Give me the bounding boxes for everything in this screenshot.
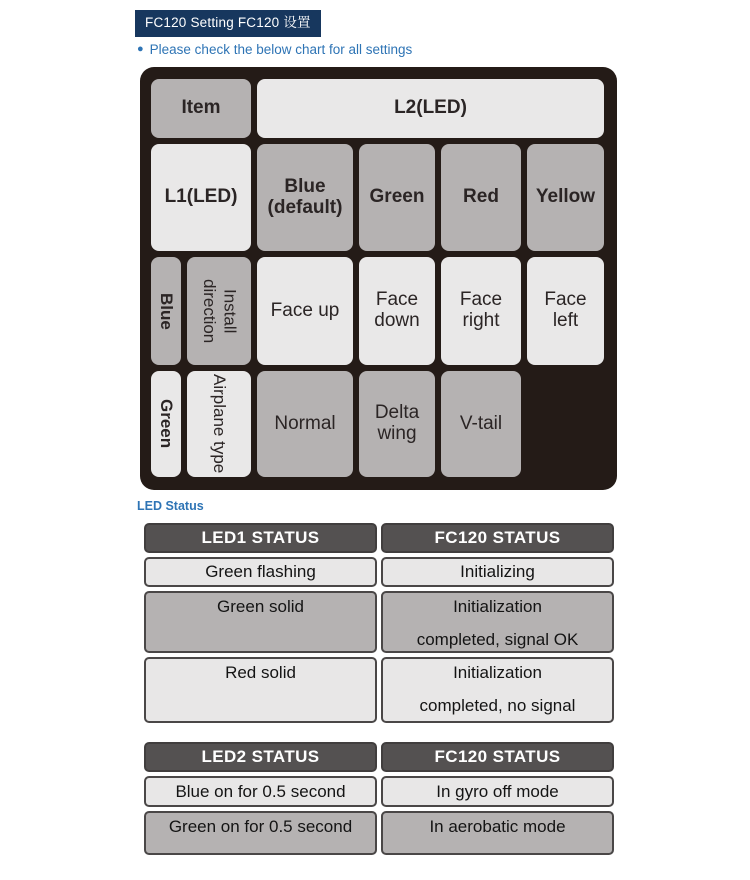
led1-row3-status-line2: completed, no signal [419,696,576,715]
led1-row1-status: Initializing [381,557,614,587]
led1-row3-led [144,657,377,723]
led1-row3-status-line1: Initialization [453,663,542,682]
chart-cell-face-down: Face down [359,257,435,365]
led2-row2-led [144,811,377,855]
led1-row2-led [144,591,377,653]
led2-row2-status [381,811,614,855]
chart-cell-v-tail: V-tail [441,371,521,477]
chart-l2-color-green: Green [359,144,435,251]
led2-row1-led: Blue on for 0.5 second [144,776,377,807]
led1-row3-led-text: Red solid [225,663,296,682]
chart-header-l2: L2(LED) [257,79,604,138]
table-row [144,811,614,855]
chart-header-l1: L1(LED) [151,144,251,251]
chart-cell-face-up: Face up [257,257,353,365]
chart-l2-color-yellow: Yellow [527,144,604,251]
table-row [144,657,614,723]
bullet-icon: ● [137,43,144,55]
led2-status-table [144,742,614,855]
table-row [144,776,614,807]
led2-header-row [144,742,614,772]
led2-row1-status: In gyro off mode [381,776,614,807]
led-status-heading: LED Status [137,499,204,513]
led2-row2-status-text: In aerobatic mode [429,817,566,836]
chart-l2-color-red: Red [441,144,521,251]
led1-row2-status-line1: Initialization [453,597,542,616]
led1-row2-led-text: Green solid [217,597,304,616]
settings-chart [140,67,617,490]
fc120-status-header-2: FC120 STATUS [381,742,614,772]
bullet-line [137,42,412,57]
led1-row2-status [381,591,614,653]
table-row [144,591,614,653]
chart-row-label-install-direction: Install direction [187,257,251,365]
led1-status-header: LED1 STATUS [144,523,377,553]
chart-l1-color-blue: Blue [151,257,181,365]
led1-row2-status-line2: completed, signal OK [416,630,579,649]
chart-cell-normal: Normal [257,371,353,477]
bullet-text: Please check the below chart for all settings [149,42,413,57]
chart-cell-face-left: Face left [527,257,604,365]
chart-cell-face-right: Face right [441,257,521,365]
chart-cell-delta-wing: Delta wing [359,371,435,477]
led2-row2-led-text: Green on for 0.5 second [168,817,353,836]
fc120-status-header-1: FC120 STATUS [381,523,614,553]
led1-status-table [144,523,614,723]
chart-l1-color-green: Green [151,371,181,477]
led2-status-header: LED2 STATUS [144,742,377,772]
chart-row-label-airplane-type: Airplane type [187,371,251,477]
led1-row1-led: Green flashing [144,557,377,587]
chart-header-item: Item [151,79,251,138]
section-title-text: FC120 Setting FC120 设置 [145,15,311,30]
chart-l2-color-blue-default: Blue (default) [257,144,353,251]
table-row [144,557,614,587]
led1-header-row [144,523,614,553]
led1-row3-status [381,657,614,723]
section-title [135,10,321,37]
